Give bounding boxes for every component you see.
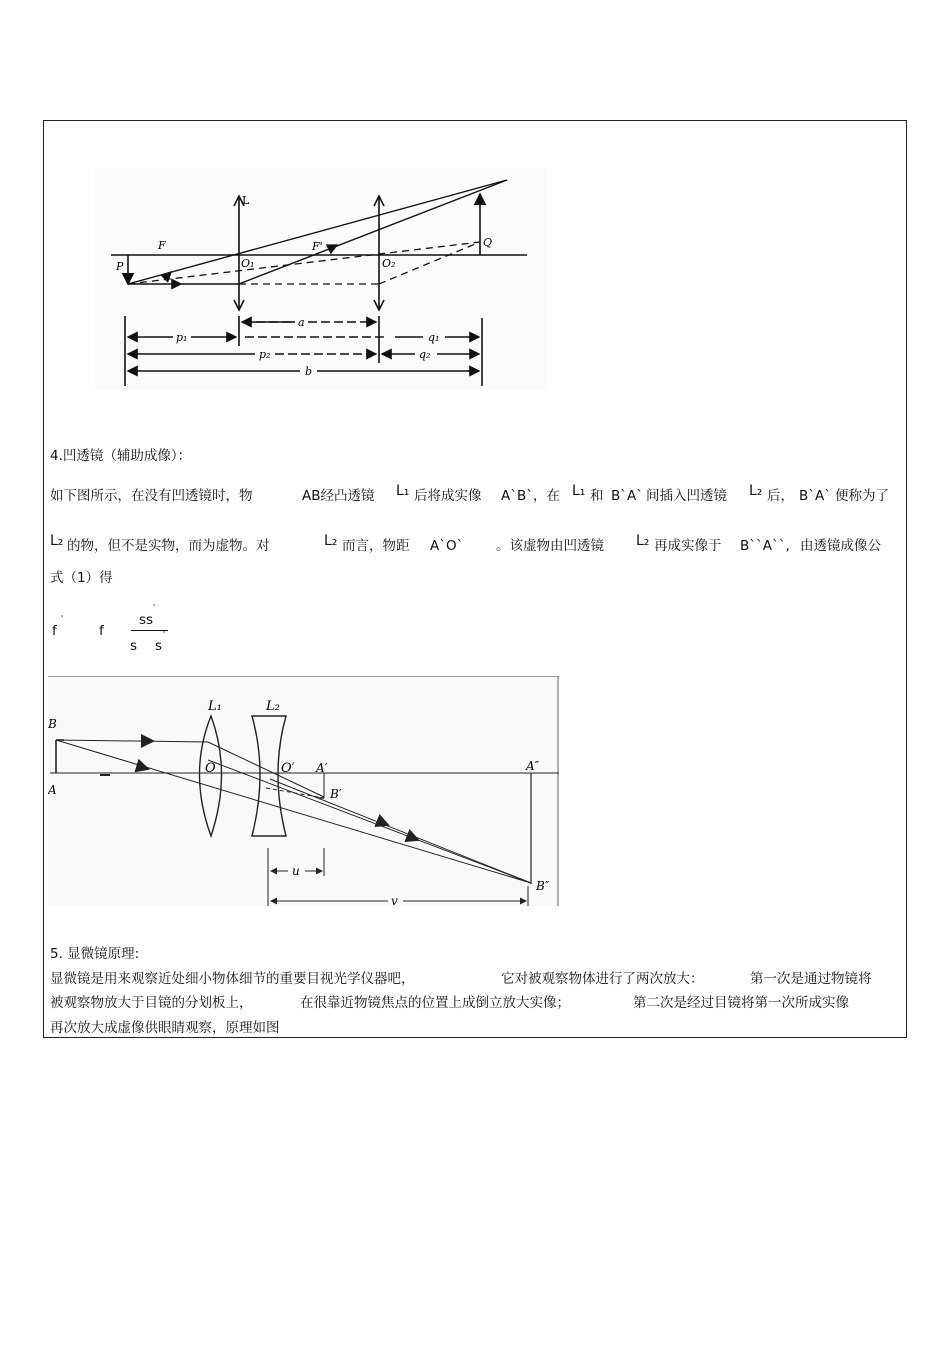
dimension-p1-label: p₁ [176,331,188,344]
dimension-a-label: a [298,316,305,329]
text-fragment: 显微镜是用来观察近处细小物体细节的重要目视光学仪器吧， [50,971,415,987]
formula-denominator-s-prime: s [155,638,163,654]
object-a-label: A [48,783,57,797]
section-5-heading: 5. 显微镜原理: [50,946,140,962]
lens-symbol: L₁ [396,483,410,499]
section-4-heading: 4.凹透镜（辅助成像）： [50,448,192,464]
text-fragment: 第二次是经过目镜将第一次所成实像 [633,995,849,1011]
dimension-v-label: v [391,894,398,906]
text-fragment: 如下图所示，在没有凹透镜时，物 [50,488,253,504]
prime-mark: ' [153,603,156,612]
dimension-p2-label: p₂ [259,348,271,361]
text-fragment: 由透镜成像公 [800,538,881,554]
dimension-q1-label: q₁ [428,331,440,344]
center-o2-label: O₂ [382,257,396,270]
text-fragment: B``A``, [740,538,790,554]
text-fragment: 和 [590,488,604,504]
image-a-double-prime-label: A″ [526,759,540,773]
text-fragment: 后将成实像 [414,488,482,504]
text-fragment: 被观察物放大于目镜的分划板上， [50,995,253,1011]
text-fragment: B`A` [799,488,831,504]
image-b-double-prime-label: B″ [536,879,550,893]
lens-symbol: L₂ [324,533,338,549]
lens-displacement-diagram [95,168,547,390]
text-fragment: 第一次是通过物镜将 [750,971,872,987]
center-o1-label: O₁ [241,257,255,270]
text-fragment: 在很靠近物镜焦点的位置上成倒立放大实像； [300,995,570,1011]
text-fragment: A`O` [430,538,464,554]
formula-denominator-s: s [130,638,138,654]
concave-lens-imaging-diagram [48,676,559,906]
center-o-label: O [205,761,216,776]
lens-l1-label: L₁ [208,699,222,714]
dimension-q2-label: q₂ [419,348,431,361]
section-4-line-3: 式（1）得 [50,570,113,586]
lens-label: L [242,194,250,207]
formula-numerator: ss [139,612,154,628]
dimension-b-label: b [305,365,313,378]
text-fragment: 它对被观察物体进行了两次放大： [501,971,704,987]
lens-symbol: L₂ [749,483,763,499]
object-b-label: B [48,717,57,731]
text-fragment: 后， [767,488,794,504]
text-fragment: A`B`，在 [501,488,560,504]
image-a-prime-label: A′ [316,761,328,775]
formula-f-object: f [99,623,104,639]
text-fragment: 再成实像于 [654,538,722,554]
image-b-prime-label: B′ [330,787,342,801]
text-fragment: 。该虚物由凹透镜 [496,538,604,554]
prime-mark: ' [61,614,64,623]
lens-symbol: L₂ [50,533,64,549]
text-fragment: AB经凸透镜 [302,488,375,504]
lens-l2-label: L₂ [266,699,280,714]
prime-mark: ' [163,630,166,639]
dimension-u-label: u [292,864,300,878]
lens-symbol: L₂ [636,533,650,549]
formula-f-image: f [52,623,57,639]
text-fragment: B`A` [611,488,643,504]
lens-symbol: L₁ [572,483,586,499]
object-label: P [116,260,124,273]
text-fragment: 便称为了 [835,488,889,504]
image-label: Q [483,236,493,249]
focus-prime-label: F' [312,240,323,253]
center-o-prime-label: O′ [281,761,295,776]
text-fragment: 而言，物距 [342,538,410,554]
focus-label: F [158,239,166,252]
text-fragment: 间插入凹透镜 [646,488,727,504]
text-fragment: 的物，但不是实物，而为虚物。对 [67,538,270,554]
section-5-line-3: 再次放大成虚像供眼睛观察，原理如图 [50,1020,280,1036]
